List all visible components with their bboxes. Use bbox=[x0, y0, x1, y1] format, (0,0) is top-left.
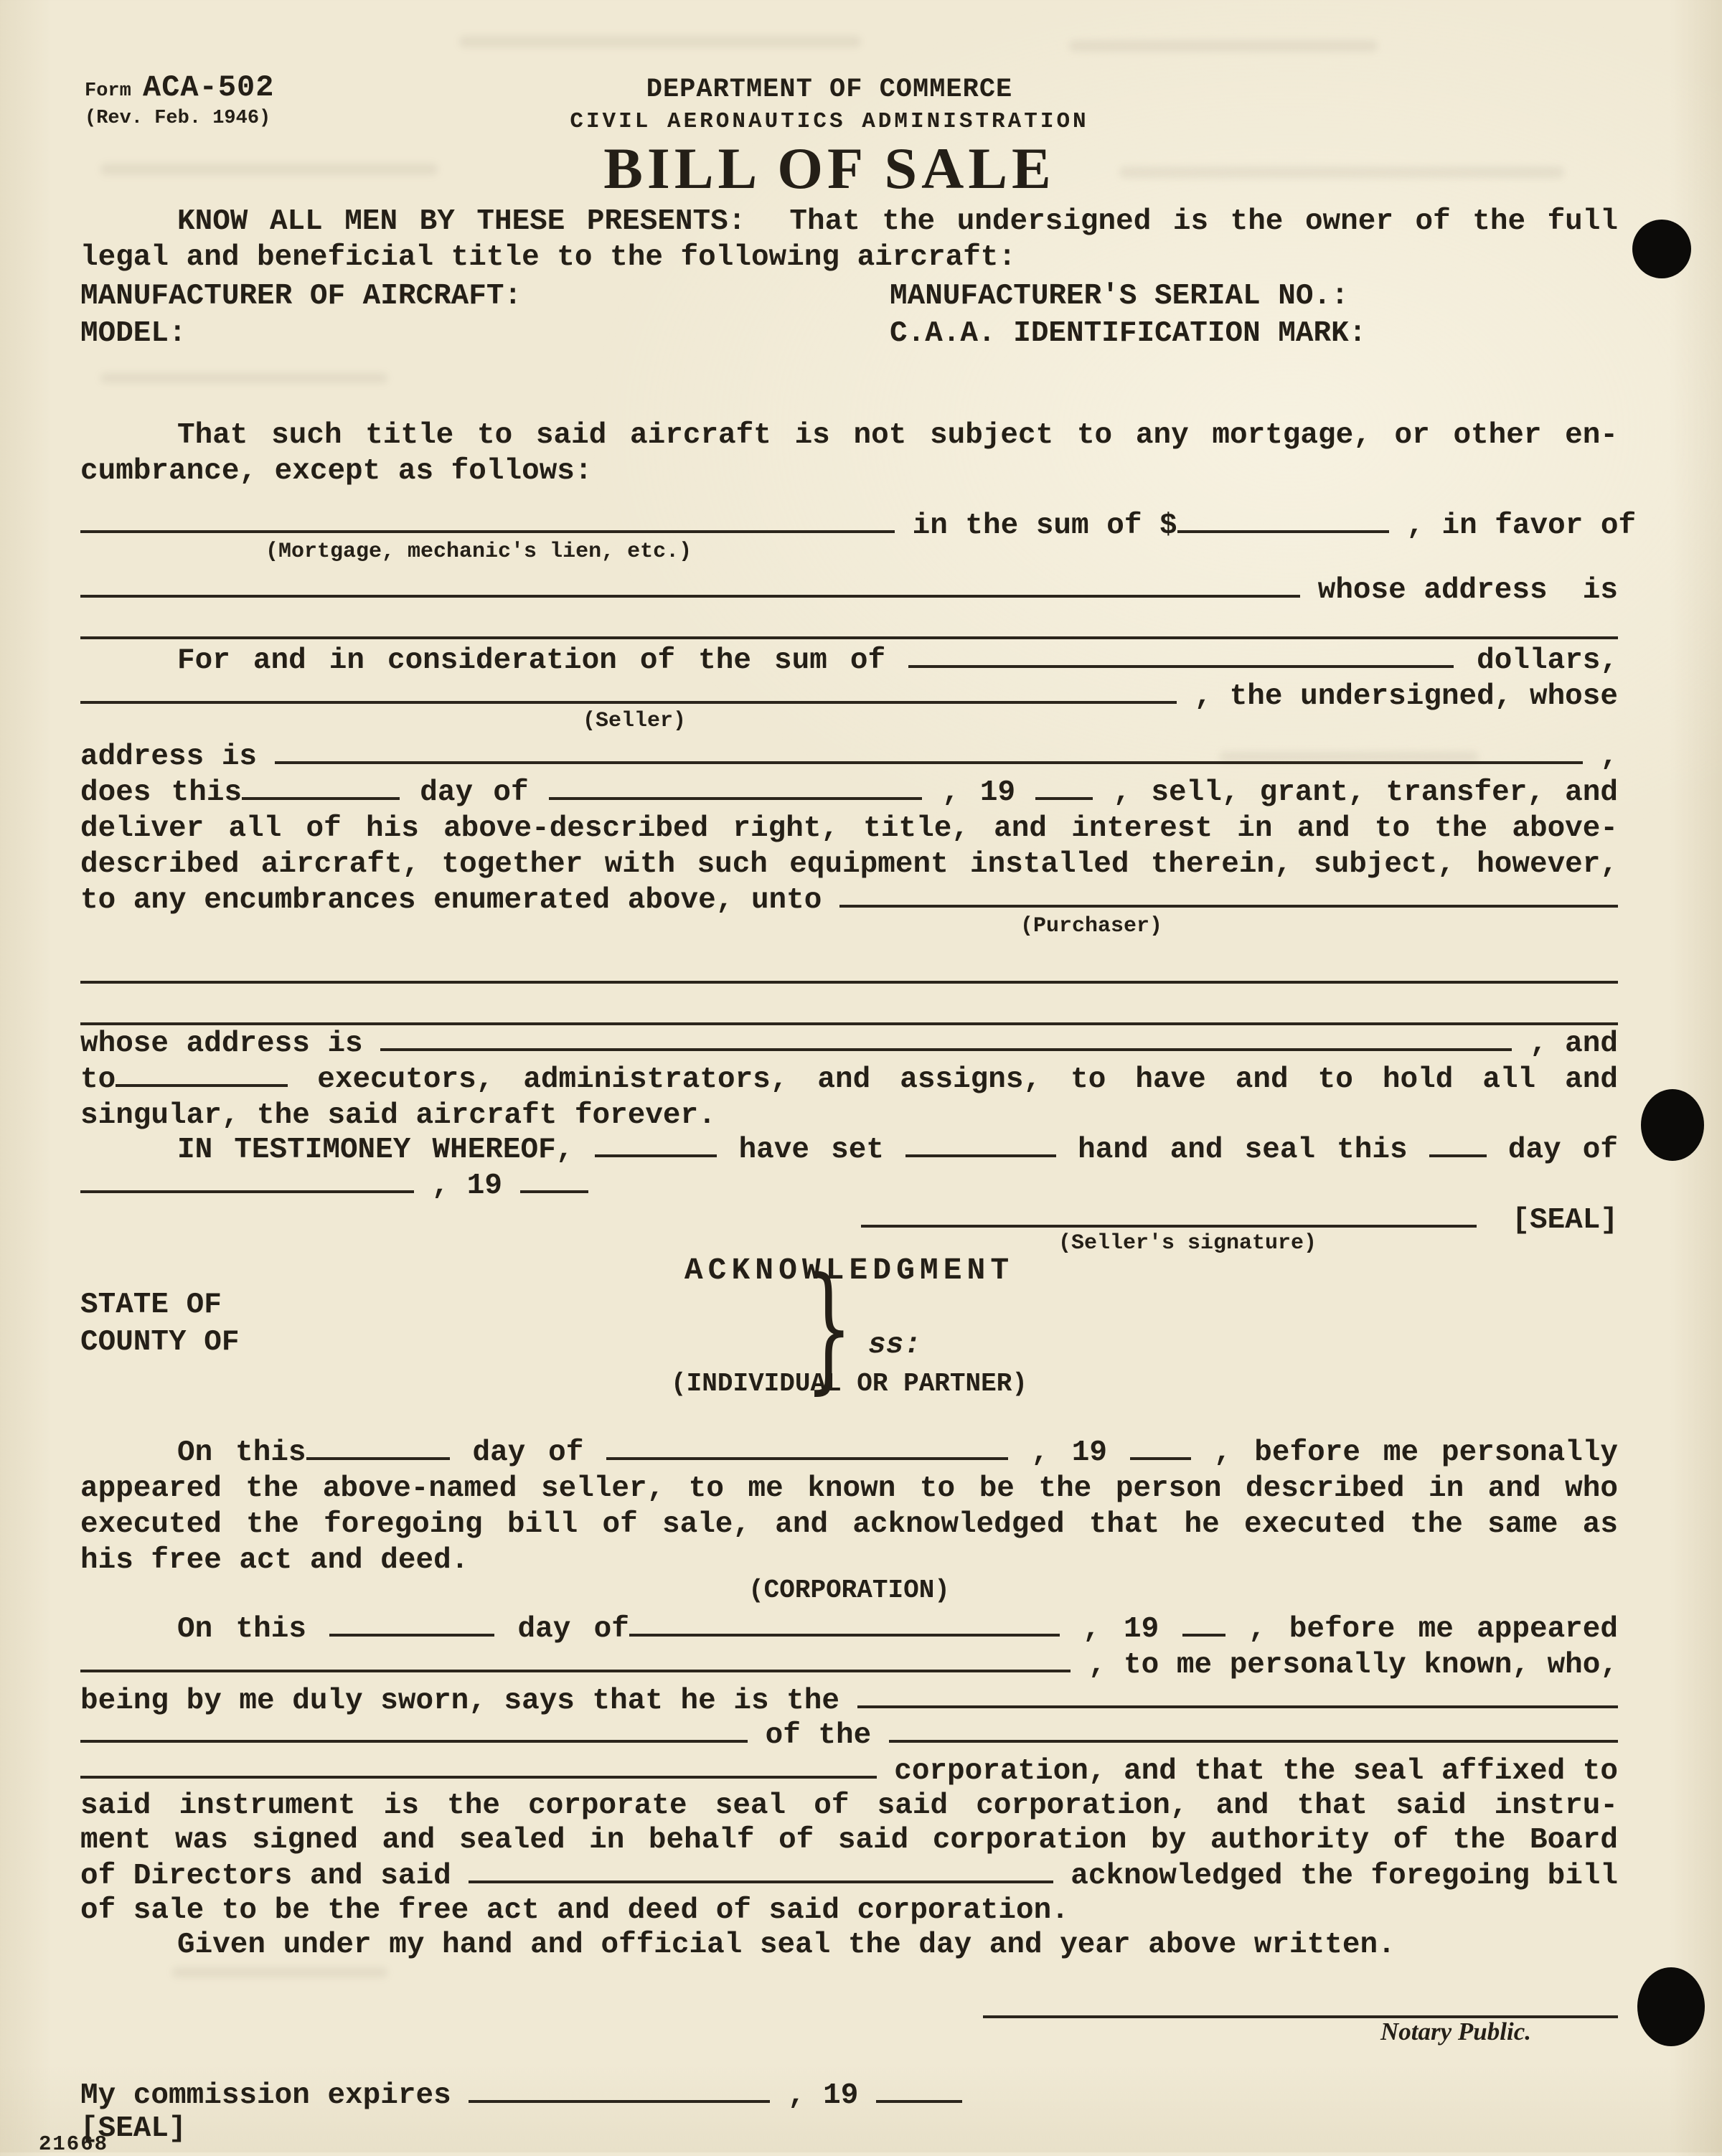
text-segment: said instrument is the corporate seal of said corporation, and that said instru- bbox=[80, 1789, 1618, 1822]
text-segment: MANUFACTURER'S SERIAL NO.: bbox=[890, 280, 1349, 313]
line-executors bbox=[80, 1063, 1618, 1097]
text-segment: (Mortgage, mechanic's lien, etc.) bbox=[265, 540, 692, 564]
blank-field bbox=[80, 981, 1618, 984]
blank-field bbox=[80, 1776, 877, 1779]
blank-field bbox=[908, 665, 1454, 668]
text-segment: ss: bbox=[868, 1329, 921, 1362]
line-title-not-subject bbox=[80, 419, 1618, 453]
blank-field bbox=[1182, 1634, 1225, 1637]
line-free-act bbox=[80, 1544, 1618, 1578]
text-segment: , 19 bbox=[1059, 1613, 1182, 1646]
text-segment: STATE OF bbox=[80, 1289, 222, 1322]
text-segment: [SEAL] bbox=[1477, 1204, 1618, 1237]
blank-field bbox=[329, 1634, 494, 1637]
form-body bbox=[80, 0, 1637, 2152]
text-segment: his free act and deed. bbox=[80, 1544, 469, 1577]
blank-field bbox=[1429, 1154, 1487, 1157]
text-segment: being by me duly sworn, says that he is the bbox=[80, 1685, 857, 1718]
blank-field bbox=[861, 1225, 1477, 1228]
text-segment: , 19 bbox=[770, 2079, 876, 2112]
text-segment: , to me personally known, who, bbox=[1071, 1649, 1618, 1682]
form-label: Form bbox=[85, 80, 144, 102]
line-does-this-day bbox=[80, 776, 1618, 810]
text-segment: My commission expires bbox=[80, 2079, 469, 2112]
text-segment: in the sum of $ bbox=[895, 509, 1177, 542]
page-title: BILL OF SALE bbox=[603, 136, 1055, 201]
text-segment: does this bbox=[80, 776, 243, 809]
text-segment: Given under my hand and official seal the day and year above written. bbox=[177, 1929, 1396, 1962]
blank-field bbox=[857, 1705, 1618, 1708]
line-of-directors bbox=[80, 1860, 1618, 1893]
line-personally-known bbox=[80, 1649, 1618, 1682]
text-segment: (Seller) bbox=[583, 709, 687, 733]
text-segment: day of bbox=[449, 1436, 607, 1469]
text-segment: of sale to be the free act and deed of said corporation. bbox=[80, 1894, 1069, 1927]
blank-field bbox=[1177, 530, 1389, 533]
punch-hole bbox=[1641, 1089, 1704, 1161]
text-segment: [SEAL] bbox=[80, 2112, 187, 2145]
blank-field bbox=[905, 1154, 1056, 1157]
text-segment: , before me appeared bbox=[1225, 1613, 1618, 1646]
blank-field bbox=[595, 1154, 717, 1157]
blank-field bbox=[80, 595, 1300, 598]
text-segment: (Purchaser) bbox=[1020, 914, 1163, 938]
form-revision: (Rev. Feb. 1946) bbox=[85, 108, 271, 130]
line-know-all-men bbox=[80, 205, 1618, 239]
text-segment: address is bbox=[80, 740, 275, 773]
line-deliver-all bbox=[80, 812, 1618, 846]
caption-corporation bbox=[80, 1576, 1618, 1605]
text-segment: ACKNOWLEDGMENT bbox=[684, 1253, 1015, 1288]
text-segment: , in favor of bbox=[1388, 509, 1637, 542]
line-undersigned-whose bbox=[80, 680, 1618, 714]
text-segment: to any encumbrances enumerated above, unto bbox=[80, 884, 839, 917]
text-segment: COUNTY OF bbox=[80, 1326, 240, 1359]
line-singular bbox=[80, 1099, 1618, 1133]
text-segment: On this bbox=[177, 1436, 306, 1469]
line-blank-full-2 bbox=[80, 960, 1618, 994]
blank-field bbox=[876, 2100, 962, 2103]
blank-field bbox=[469, 2100, 770, 2103]
punch-hole bbox=[1632, 220, 1691, 278]
text-segment: MANUFACTURER OF AIRCRAFT: bbox=[80, 280, 522, 313]
line-commission-expires bbox=[80, 2079, 1618, 2113]
text-segment: , bbox=[1582, 740, 1618, 773]
blank-field bbox=[629, 1634, 1060, 1637]
text-segment: of Directors and said bbox=[80, 1860, 469, 1893]
text-segment: have set bbox=[717, 1134, 906, 1167]
text-segment: acknowledged the foregoing bill bbox=[1053, 1860, 1618, 1893]
blank-field bbox=[80, 1022, 1618, 1025]
blank-field bbox=[80, 701, 1177, 704]
blank-field bbox=[275, 761, 1583, 764]
blank-field bbox=[469, 1880, 1053, 1883]
text-segment: , the undersigned, whose bbox=[1176, 680, 1618, 713]
blank-field bbox=[380, 1048, 1512, 1051]
line-encumbrances-unto bbox=[80, 884, 1618, 918]
text-segment: to bbox=[80, 1063, 116, 1096]
blank-field bbox=[80, 1190, 414, 1193]
blank-field bbox=[606, 1457, 1008, 1460]
line-address-is bbox=[80, 740, 1618, 774]
blank-field bbox=[306, 1457, 450, 1460]
text-segment: , before me personally bbox=[1190, 1436, 1619, 1469]
text-segment: , sell, grant, transfer, and bbox=[1093, 776, 1618, 809]
line-seal-bottom bbox=[80, 2112, 1618, 2146]
text-segment: singular, the said aircraft forever. bbox=[80, 1099, 716, 1132]
text-segment: , 19 bbox=[1008, 1436, 1130, 1469]
blank-field bbox=[549, 797, 922, 800]
blank-field bbox=[116, 1084, 288, 1087]
blank-field bbox=[80, 530, 895, 533]
line-consideration bbox=[80, 644, 1618, 678]
blank-field bbox=[242, 797, 400, 800]
text-segment: legal and beneficial title to the following aircraft: bbox=[80, 241, 1017, 274]
blank-field bbox=[889, 1740, 1618, 1743]
blank-field bbox=[80, 1670, 1071, 1672]
text-segment: ment was signed and sealed in behalf of said corporation by authority of the Board bbox=[80, 1824, 1618, 1857]
text-segment: whose address is bbox=[1300, 574, 1618, 607]
text-segment: of the bbox=[748, 1719, 889, 1752]
text-segment: appeared the above-named seller, to me known to be the person described in and who bbox=[80, 1472, 1618, 1505]
text-segment: (Seller's signature) bbox=[1058, 1231, 1317, 1256]
text-segment: Notary Public. bbox=[1380, 2018, 1531, 2046]
form-number: ACA-502 bbox=[143, 70, 275, 105]
line-whose-address-1 bbox=[80, 574, 1618, 608]
text-segment: MODEL: bbox=[80, 317, 187, 350]
text-segment: C.A.A. IDENTIFICATION MARK: bbox=[890, 317, 1367, 350]
text-segment: day of bbox=[1486, 1134, 1618, 1167]
line-given-under bbox=[80, 1929, 1618, 1962]
text-segment: deliver all of his above-described right, title, and interest in and to the above- bbox=[80, 812, 1618, 845]
line-duly-sworn bbox=[80, 1685, 1618, 1718]
blank-field bbox=[1130, 1457, 1191, 1460]
text-segment: cumbrance, except as follows: bbox=[80, 455, 593, 488]
text-segment: , 19 bbox=[921, 776, 1036, 809]
text-segment: dollars, bbox=[1454, 644, 1619, 677]
line-described-aircraft bbox=[80, 848, 1618, 882]
line-testimoney bbox=[80, 1134, 1618, 1167]
text-segment: executors, administrators, and assigns, to have and to hold all and bbox=[288, 1063, 1618, 1096]
blank-field bbox=[80, 1740, 748, 1743]
line-know-all-men-2 bbox=[80, 241, 1618, 275]
blank-field bbox=[520, 1190, 588, 1193]
blank-field bbox=[1035, 797, 1093, 800]
line-whose-address-2 bbox=[80, 1027, 1618, 1061]
line-corporation-seal bbox=[80, 1755, 1618, 1789]
blank-field bbox=[80, 636, 1618, 639]
line-executed-foregoing bbox=[80, 1508, 1618, 1542]
text-segment: day of bbox=[494, 1613, 629, 1646]
line-of-sale-free-act bbox=[80, 1894, 1618, 1928]
text-segment: KNOW ALL MEN BY THESE PRESENTS: That the undersigned is the owner of the full bbox=[177, 205, 1618, 238]
agency-administration: CIVIL AERONAUTICS ADMINISTRATION bbox=[570, 109, 1089, 134]
text-segment: On this bbox=[177, 1613, 330, 1646]
blank-field bbox=[839, 905, 1618, 908]
punch-hole bbox=[1637, 1967, 1705, 2046]
line-testimoney-date bbox=[80, 1169, 1618, 1203]
plate-number: 21668 bbox=[39, 2132, 109, 2156]
text-segment: corporation, and that the seal affixed to bbox=[876, 1755, 1618, 1788]
text-segment: whose address is bbox=[80, 1027, 381, 1060]
text-segment: , and bbox=[1512, 1027, 1618, 1060]
line-ment-was-signed bbox=[80, 1824, 1618, 1858]
line-of-the bbox=[80, 1719, 1618, 1753]
text-segment: hand and seal this bbox=[1056, 1134, 1429, 1167]
text-segment: That such title to said aircraft is not subject to any mortgage, or other en- bbox=[177, 419, 1618, 452]
line-on-this-individual bbox=[80, 1436, 1618, 1470]
text-segment: IN TESTIMONEY WHEREOF, bbox=[177, 1134, 596, 1167]
ss-brace-icon: } bbox=[805, 1248, 853, 1407]
text-segment: , 19 bbox=[414, 1169, 520, 1202]
agency-department: DEPARTMENT OF COMMERCE bbox=[646, 75, 1013, 105]
text-segment: described aircraft, together with such equipment installed therein, subject, however, bbox=[80, 848, 1618, 881]
text-segment: (INDIVIDUAL OR PARTNER) bbox=[671, 1369, 1027, 1398]
line-sum-favor bbox=[80, 509, 1637, 543]
text-segment: (CORPORATION) bbox=[748, 1576, 950, 1605]
text-segment: day of bbox=[400, 776, 549, 809]
line-on-this-corporation bbox=[80, 1613, 1618, 1647]
line-appeared-seller bbox=[80, 1472, 1618, 1506]
line-said-instrument bbox=[80, 1789, 1618, 1823]
line-encumbrance bbox=[80, 455, 1618, 489]
text-segment: For and in consideration of the sum of bbox=[177, 644, 909, 677]
text-segment: executed the foregoing bill of sale, and acknowledged that he executed the same as bbox=[80, 1508, 1618, 1541]
